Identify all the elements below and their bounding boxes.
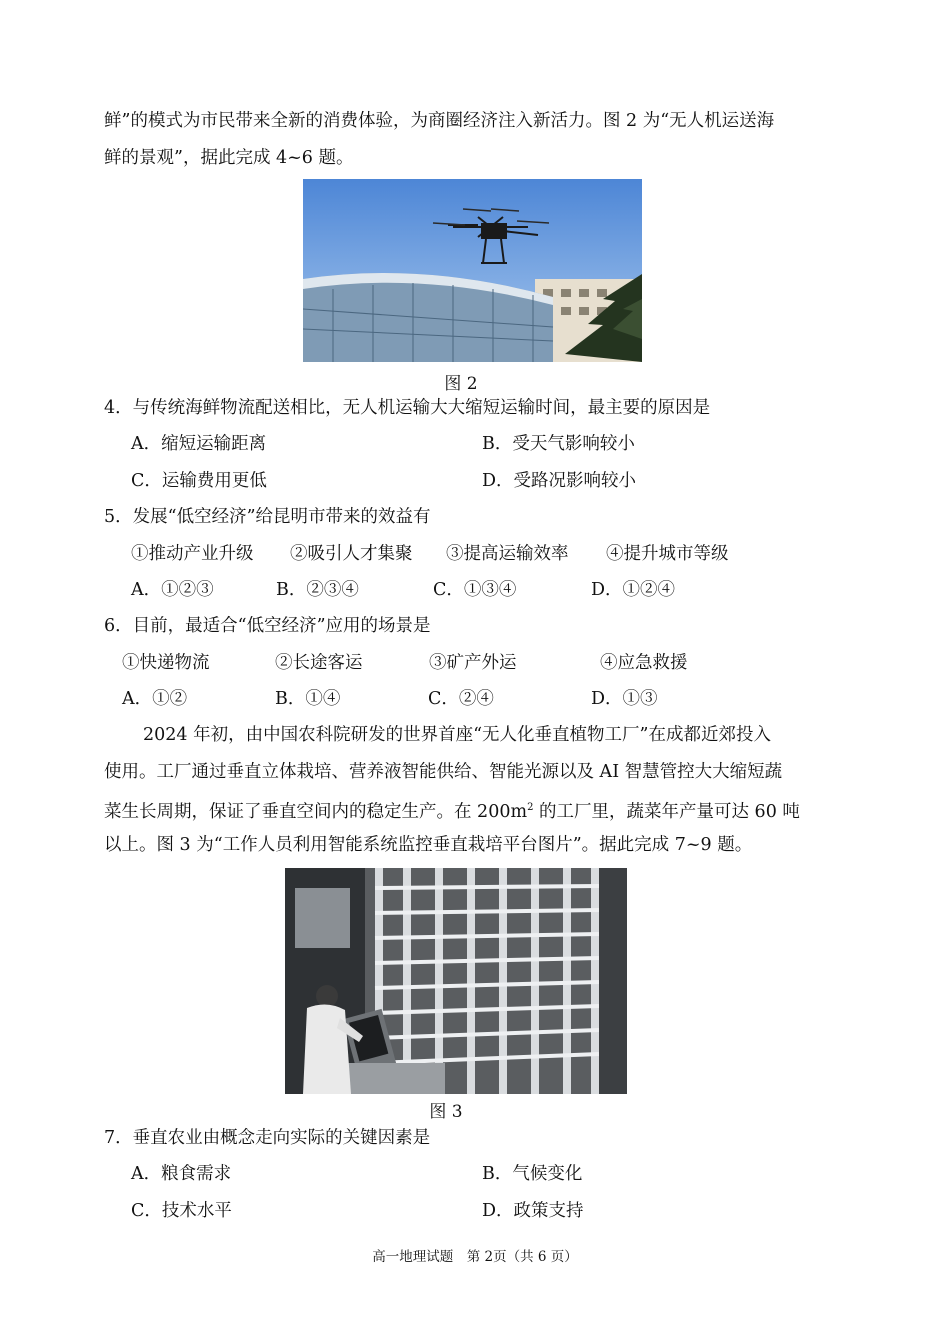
question-5-option-a[interactable]: A．①②③ (131, 580, 214, 600)
question-6-option-b[interactable]: B．①④ (275, 689, 341, 709)
question-5-option-b[interactable]: B．②③④ (276, 580, 359, 600)
figure-3-caption: 图 3 (429, 1102, 463, 1122)
question-5-option-c[interactable]: C．①③④ (433, 580, 517, 600)
question-7-option-a[interactable]: A．粮食需求 (131, 1164, 232, 1184)
intro2-line-4: 以上。图 3 为“工作人员利用智能系统监控垂直栽培平台图片”。据此完成 7~9 题。 (104, 835, 753, 855)
question-5-item-1: ①推动产业升级 (131, 544, 254, 564)
intro-line-2: 鲜的景观”，据此完成 4~6 题。 (104, 148, 354, 168)
intro2-line-3-post: 的工厂里，蔬菜年产量可达 60 吨 (533, 801, 800, 822)
question-7-option-c[interactable]: C．技术水平 (131, 1201, 232, 1221)
question-6-stem: 6．目前，最适合“低空经济”应用的场景是 (104, 616, 431, 636)
question-6-option-d[interactable]: D．①③ (591, 689, 658, 709)
superscript-2: 2 (527, 802, 534, 813)
question-6-item-1: ①快递物流 (122, 653, 210, 673)
question-5-item-4: ④提升城市等级 (606, 544, 729, 564)
question-4-option-d[interactable]: D．受路况影响较小 (482, 471, 637, 491)
question-6-option-a[interactable]: A．①② (122, 689, 188, 709)
question-4-option-b[interactable]: B．受天气影响较小 (482, 434, 635, 454)
intro-line-1: 鲜”的模式为市民带来全新的消费体验，为商圈经济注入新活力。图 2 为“无人机运送海 (104, 111, 775, 131)
page-footer: 高一地理试题 第 2页（共 6 页） (372, 1249, 578, 1265)
intro2-line-3 (104, 796, 800, 824)
question-6-item-4: ④应急救援 (600, 653, 688, 673)
question-7-stem: 7．垂直农业由概念走向实际的关键因素是 (104, 1128, 431, 1148)
figure-2-drone-photo (303, 179, 642, 362)
question-7-option-d[interactable]: D．政策支持 (482, 1201, 584, 1221)
question-4-option-a[interactable]: A．缩短运输距离 (131, 434, 267, 454)
question-5-item-2: ②吸引人才集聚 (290, 544, 413, 564)
question-4-stem: 4．与传统海鲜物流配送相比，无人机运输大大缩短运输时间，最主要的原因是 (104, 398, 711, 418)
question-5-stem: 5．发展“低空经济”给昆明市带来的效益有 (104, 507, 431, 527)
intro2-line-1: 2024 年初，由中国农科院研发的世界首座“无人化垂直植物工厂”在成都近郊投入 (143, 725, 771, 745)
question-6-item-2: ②长途客运 (275, 653, 363, 673)
question-6-item-3: ③矿产外运 (429, 653, 517, 673)
question-5-option-d[interactable]: D．①②④ (591, 580, 676, 600)
intro2-line-2: 使用。工厂通过垂直立体栽培、营养液智能供给、智能光源以及 AI 智慧管控大大缩短蔬 (104, 762, 783, 782)
question-5-item-3: ③提高运输效率 (446, 544, 569, 564)
intro2-line-3-pre: 菜生长周期，保证了垂直空间内的稳定生产。在 200m (104, 801, 528, 822)
question-6-option-c[interactable]: C．②④ (428, 689, 494, 709)
question-7-option-b[interactable]: B．气候变化 (482, 1164, 583, 1184)
figure-2-caption: 图 2 (444, 374, 478, 394)
figure-3-vertical-farm-photo (285, 868, 627, 1094)
question-4-option-c[interactable]: C．运输费用更低 (131, 471, 267, 491)
